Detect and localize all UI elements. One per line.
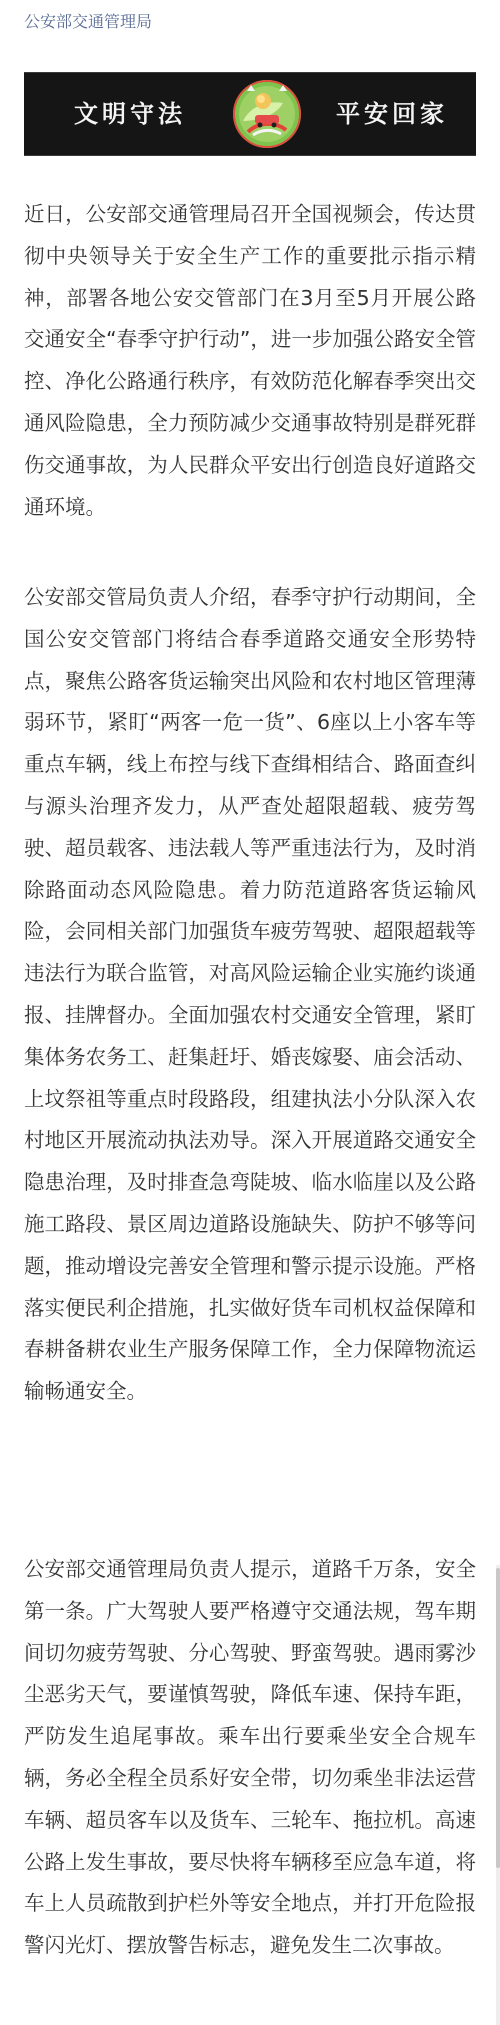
article-paragraph-2: 公安部交管局负责人介绍，春季守护行动期间，全国公安交管部门将结合春季道路交通安全形势特点，聚焦公路客货运输突出风险和农村地区管理薄弱环节，紧盯“两客一危一货”、6座以上小客车等重点车辆，线上布控与线下查缉相结合、路面查纠与源头治理齐发力，从严查处超限超载、疲劳驾驶、超员载客、违法载人等严重违法行为，及时消除路面动态风险隐患。着力防范道路客货运输风险，会同相关部门加强货车疲劳驾驶、超限超载等违法行为联合监管，对高风险运输企业实施约谈通报、挂牌督办。全面加强农村交通安全管理，紧盯集体务农务工、赶集赶圩、婚丧嫁娶、庙会活动、上坟祭祖等重点时段路段，组建执法小分队深入农村地区开展流动执法劝导。深入开展道路交通安全隐患治理，及时排查急弯陡坡、临水临崖以及公路施工路段、景区周边道路设施缺失、防护不够等问题，推动增设完善安全管理和警示提示设施。严格落实便民利企措施，扎实做好货车司机权益保障和春耕备耕农业生产服务保障工作，全力保障物流运输畅通安全。 <box>24 585 476 1404</box>
article-paragraph-3: 公安部交通管理局负责人提示，道路千万条，安全第一条。广大驾驶人要严格遵守交通法规，驾车期间切勿疲劳驾驶、分心驾驶、野蛮驾驶。遇雨雾沙尘恶劣天气，要谨慎驾驶，降低车速、保持车距，严防发生追尾事故。乘车出行要乘坐安全合规车辆，务必全程全员系好安全带，切勿乘坐非法运营车辆、超员客车以及货车、三轮车、拖拉机。高速公路上发生事故，要尽快将车辆移至应急车道，将车上人员疏散到护栏外等安全地点，并打开危险报警闪光灯、摆放警告标志，避免发生二次事故。 <box>24 1557 476 1958</box>
banner-left-slogan: 文明守法 <box>74 100 186 128</box>
traffic-safety-emblem-icon <box>230 77 304 151</box>
scrollbar-thumb[interactable] <box>496 1568 500 1868</box>
banner-right-slogan: 平安回家 <box>336 100 448 128</box>
article-source[interactable]: 公安部交通管理局 <box>24 12 153 31</box>
safety-banner <box>24 72 476 156</box>
article-paragraph-1: 近日，公安部交通管理局召开全国视频会，传达贯彻中央领导关于安全生产工作的重要批示指示精神，部署各地公安交管部门在3月至5月开展公路交通安全“春季守护行动”，进一步加强公路安全管控、净化公路通行秩序，有效防范化解春季突出交通风险隐患，全力预防减少交通事故特别是群死群伤交通事故，为人民群众平安出行创造良好道路交通环境。 <box>24 202 476 519</box>
